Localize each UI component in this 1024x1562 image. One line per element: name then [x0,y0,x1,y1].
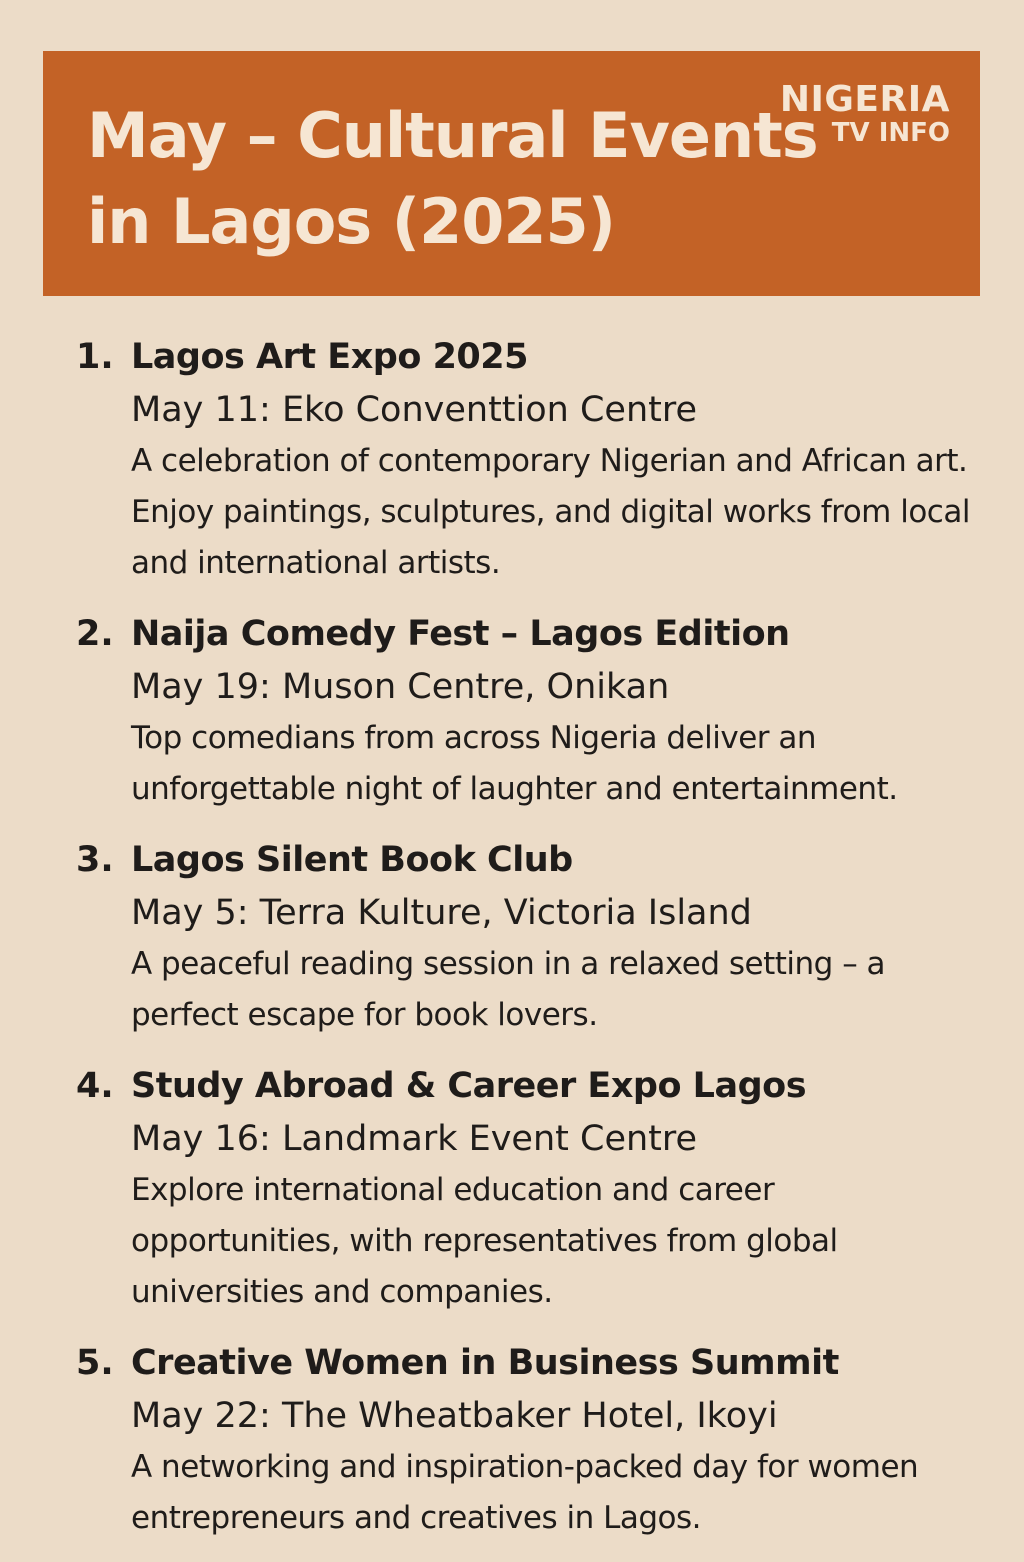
event-number: 4. [76,1066,114,1106]
event-date-venue: May 16: Landmark Event Centre [131,1119,698,1159]
event-list [0,330,1024,1562]
event-item [0,833,1024,1041]
event-number: 1. [76,337,114,377]
event-description: A celebration of contemporary Nigerian and African art. Enjoy paintings, sculptures, and digital works from local and international artists. [131,443,970,581]
event-description: A networking and inspiration-packed day for women entrepreneurs and creatives in Lagos. [131,1449,919,1536]
event-date-venue: May 11: Eko Conventtion Centre [131,390,697,430]
event-title: Naija Comedy Fest – Lagos Edition [131,614,790,654]
header-banner [43,51,980,296]
event-description: Top comedians from across Nigeria deliver an unforgettable night of laughter and entertainment. [131,720,898,807]
event-title: Creative Women in Business Summit [131,1343,839,1383]
event-description: Explore international education and career opportunities, with representatives from global universities and companies. [131,1172,838,1310]
brand-logo-line1: NIGERIA [779,79,950,120]
event-title: Study Abroad & Career Expo Lagos [131,1066,807,1106]
event-item [0,330,1024,589]
brand-logo-line2: TV INFO [831,118,950,148]
event-item [0,607,1024,815]
event-number: 3. [76,840,114,880]
event-description: A peaceful reading session in a relaxed setting – a perfect escape for book lovers. [131,946,886,1033]
event-title: Lagos Art Expo 2025 [131,337,528,377]
event-date-venue: May 22: The Wheatbaker Hotel, Ikoyi [131,1396,778,1436]
page-title: May – Cultural Events in Lagos (2025) [87,99,818,258]
event-number: 5. [76,1343,114,1383]
event-number: 2. [76,614,114,654]
event-item [0,1059,1024,1318]
event-date-venue: May 5: Terra Kulture, Victoria Island [131,893,752,933]
event-date-venue: May 19: Muson Centre, Onikan [131,667,670,707]
event-title: Lagos Silent Book Club [131,840,573,880]
event-item [0,1336,1024,1544]
brand-logo [780,81,950,147]
